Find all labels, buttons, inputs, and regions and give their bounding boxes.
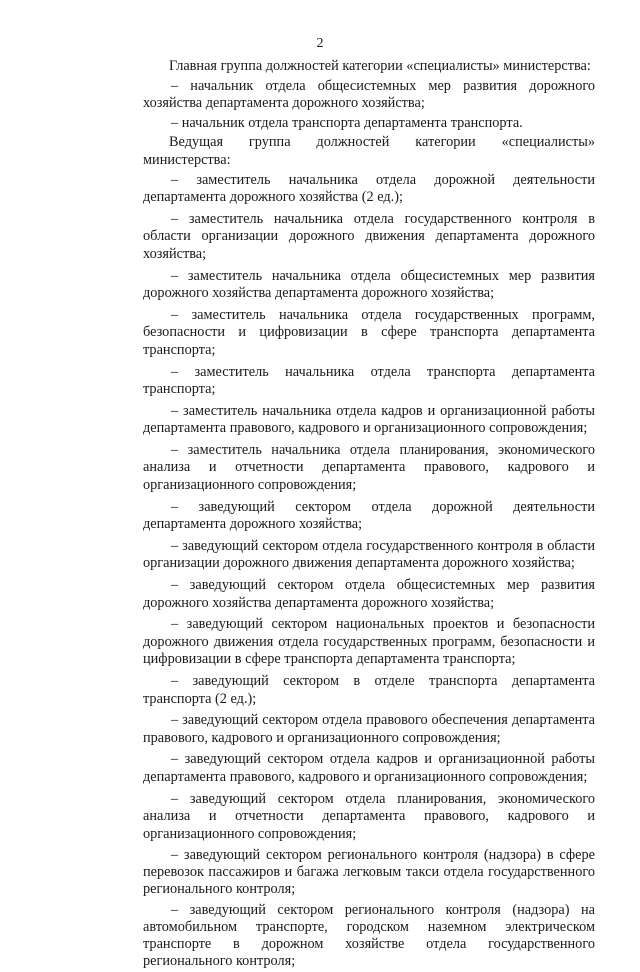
list-item: – заведующий сектором отдела правового обеспечения департамента правового, кадрового и организационного сопровождения; bbox=[143, 712, 595, 746]
section-heading-leading: Ведущая группа должностей категории «специалисты» министерства: bbox=[143, 134, 595, 168]
list-item: – заместитель начальника отдела общесистемных мер развития дорожного хозяйства департамента дорожного хозяйства; bbox=[143, 267, 595, 302]
list-item: – заведующий сектором регионального контроля (надзора) в сфере перевозок пассажиров и багажа легковым такси отдела государственного регионального контроля; bbox=[143, 847, 595, 898]
list-item: – начальник отдела транспорта департамента транспорта. bbox=[171, 114, 523, 131]
list-item: – начальник отдела общесистемных мер развития дорожного хозяйства департамента дорожного хозяйства; bbox=[143, 77, 595, 112]
list-item: – заместитель начальника отдела дорожной деятельности департамента дорожного хозяйства (2 ед.); bbox=[143, 171, 595, 206]
page-number: 2 bbox=[316, 36, 324, 51]
list-item: – заведующий сектором отдела государственного контроля в области организации дорожного движения департамента дорожного хозяйства; bbox=[143, 537, 595, 572]
list-item: – заведующий сектором национальных проектов и безопасности дорожного движения отдела государственных программ, безопасности и цифровизации в сфере транспорта департамента транспорта; bbox=[143, 616, 595, 668]
list-item: – заведующий сектором отдела общесистемных мер развития дорожного хозяйства департамента дорожного хозяйства; bbox=[143, 577, 595, 611]
list-item: – заместитель начальника отдела государственных программ, безопасности и цифровизации в сфере транспорта департамента транспорта; bbox=[143, 306, 595, 358]
list-item: – заведующий сектором отдела дорожной деятельности департамента дорожного хозяйства; bbox=[143, 498, 595, 533]
list-item: – заместитель начальника отдела планирования, экономического анализа и отчетности департамента правового, кадрового и организационного сопровождения; bbox=[143, 441, 595, 494]
document-body bbox=[143, 58, 595, 972]
list-item: – заместитель начальника отдела государственного контроля в области организации дорожного движения департамента дорожного хозяйства; bbox=[143, 210, 595, 262]
list-item: – заведующий сектором отдела кадров и организационной работы департамента правового, кадрового и организационного сопровождения; bbox=[143, 751, 595, 785]
list-item: – заведующий сектором регионального контроля (надзора) на автомобильном транспорте, городском наземном электрическом транспорте в дорожном хозяйстве отдела государственного регионального контроля; bbox=[143, 902, 595, 970]
list-item: – заместитель начальника отдела транспорта департамента транспорта; bbox=[143, 363, 595, 398]
list-item: – заведующий сектором в отделе транспорта департамента транспорта (2 ед.); bbox=[143, 673, 595, 707]
list-item: – заместитель начальника отдела кадров и организационной работы департамента правового, кадрового и организационного сопровождения; bbox=[143, 402, 595, 437]
list-item: – заведующий сектором отдела планирования, экономического анализа и отчетности департамента правового, кадрового и организационного сопровождения; bbox=[143, 790, 595, 842]
section-heading-main: Главная группа должностей категории «специалисты» министерства: bbox=[169, 58, 591, 74]
